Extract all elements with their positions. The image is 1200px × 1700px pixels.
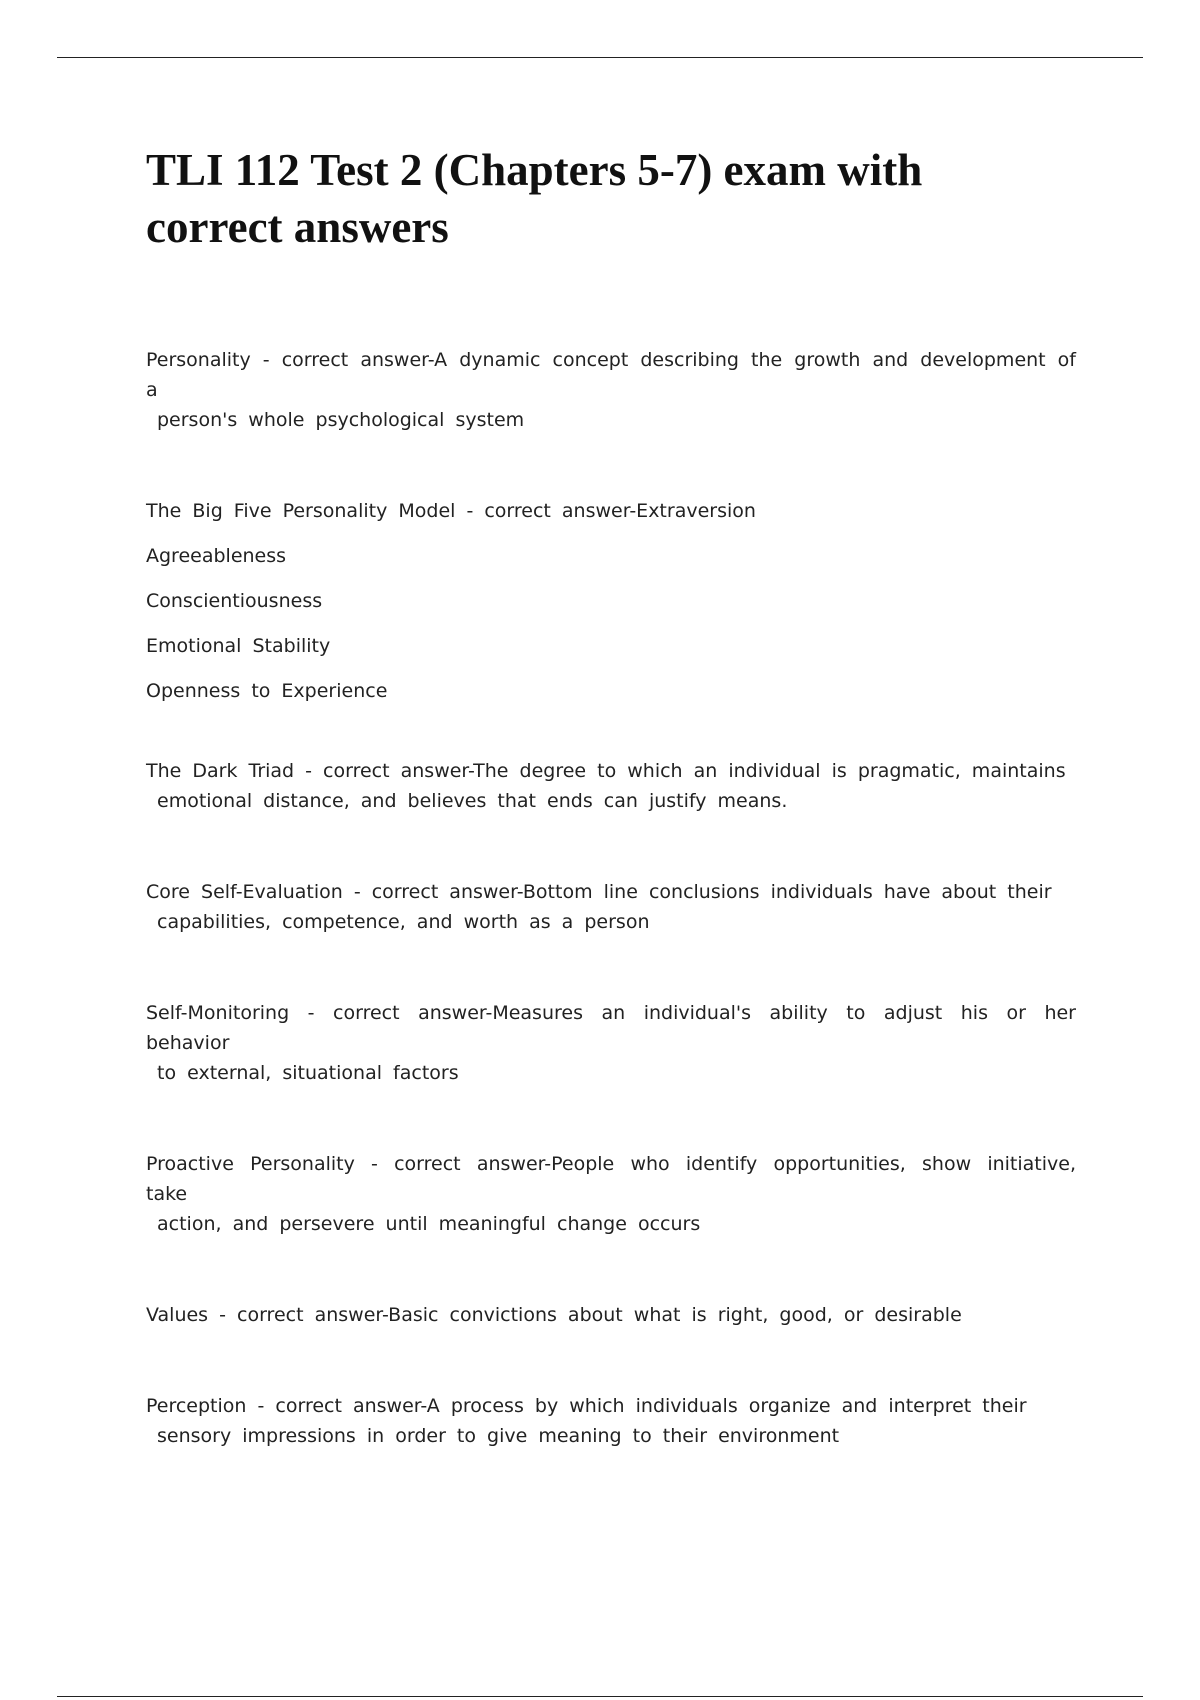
entry-text: The Dark Triad - correct answer-The degree to which an individual is pragmatic, maintains (146, 760, 1066, 782)
entry-text: Values - correct answer-Basic convictions about what is right, good, or desirable (146, 1304, 962, 1326)
entry-text: Proactive Personality - correct answer-People who identify opportunities, show initiative, take (146, 1153, 1076, 1205)
title-line-1: TLI 112 Test 2 (Chapters 5-7) exam with (146, 145, 923, 195)
list-item: Emotional Stability (146, 635, 331, 657)
qa-entry-personality (146, 345, 1076, 435)
entry-text-continued: sensory impressions in order to give meaning to their environment (157, 1425, 840, 1447)
qa-entry-values (146, 1300, 1076, 1330)
entry-text: Self-Monitoring - correct answer-Measures an individual's ability to adjust his or her behavior (146, 1002, 1076, 1054)
top-rule (57, 57, 1143, 58)
qa-entry-dark-triad (146, 756, 1076, 816)
qa-list (146, 345, 1076, 1512)
qa-entry-perception (146, 1391, 1076, 1451)
entry-text-continued: to external, situational factors (157, 1062, 459, 1084)
list-item: Conscientiousness (146, 590, 323, 612)
entry-text-continued: emotional distance, and believes that ends can justify means. (157, 790, 788, 812)
entry-text-continued: capabilities, competence, and worth as a person (157, 911, 650, 933)
list-item: Agreeableness (146, 545, 287, 567)
qa-entry-self-monitoring (146, 998, 1076, 1088)
entry-text-continued: action, and persevere until meaningful change occurs (157, 1213, 701, 1235)
qa-entry-proactive-personality (146, 1149, 1076, 1239)
qa-entry-core-self-evaluation (146, 877, 1076, 937)
title-line-2: correct answers (146, 202, 449, 252)
document-title (146, 142, 1046, 256)
entry-text: Perception - correct answer-A process by which individuals organize and interpret their (146, 1395, 1027, 1417)
qa-entry-big-five (146, 496, 1076, 706)
entry-text-continued: person's whole psychological system (157, 409, 525, 431)
bottom-rule (57, 1696, 1143, 1697)
list-item: Openness to Experience (146, 680, 388, 702)
entry-text: Personality - correct answer-A dynamic concept describing the growth and development of a (146, 349, 1076, 401)
entry-text: Core Self-Evaluation - correct answer-Bottom line conclusions individuals have about their (146, 881, 1052, 903)
entry-text: The Big Five Personality Model - correct answer-Extraversion (146, 500, 756, 522)
